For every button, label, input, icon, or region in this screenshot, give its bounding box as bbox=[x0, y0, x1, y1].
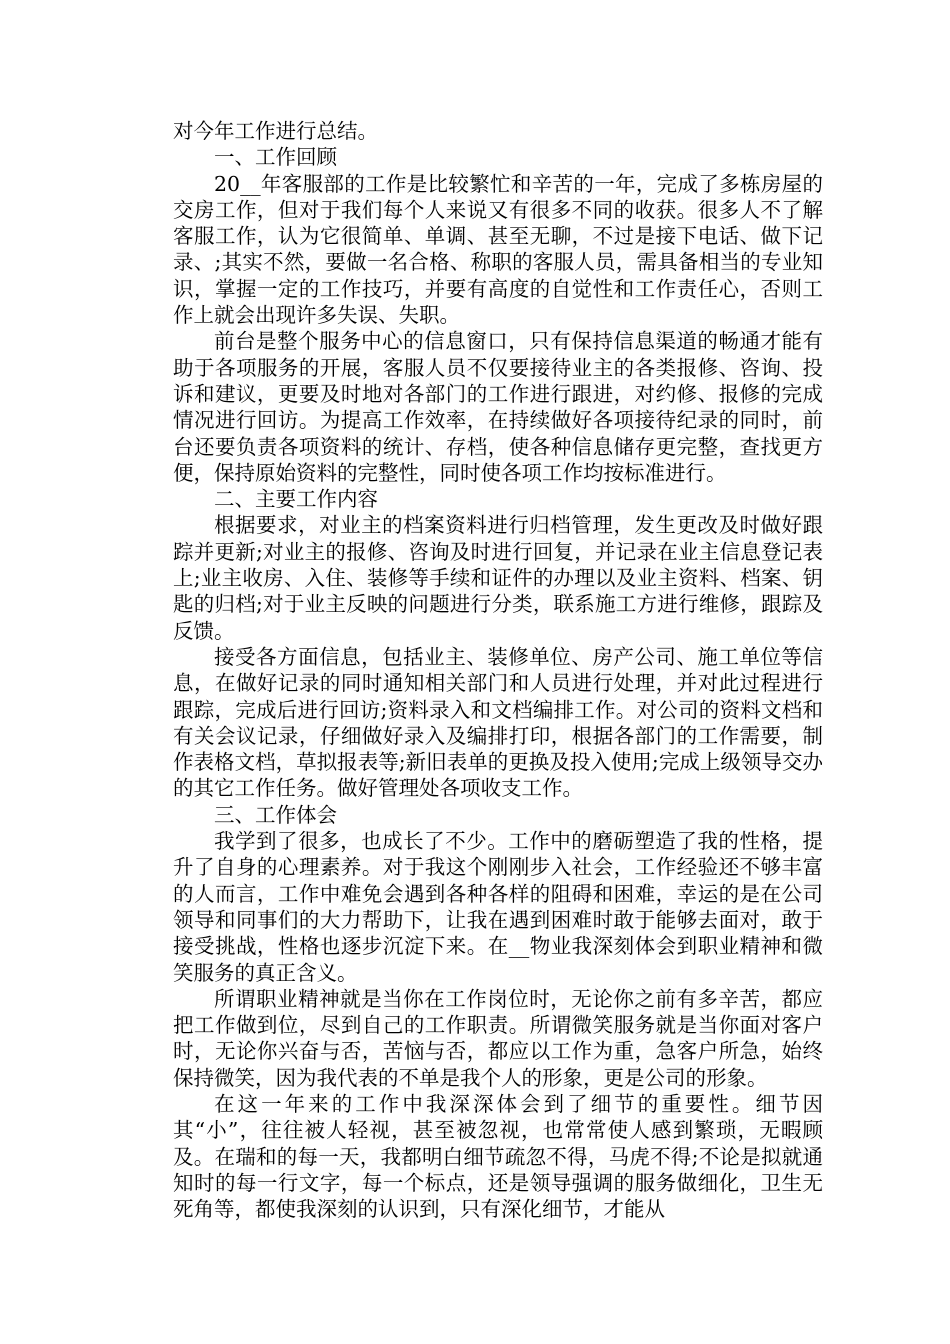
body-paragraph: 接受各方面信息，包括业主、装修单位、房产公司、施工单位等信息，在做好记录的同时通知相关部门和人员进行处理，并对此过程进行跟踪，完成后进行回访;资料录入和文档编排工作。对公司的资料文档和有关会议记录，仔细做好录入及编排打印，根据各部门的工作需要，制作表格文档，草拟报表等;新旧表单的更换及投入使用;完成上级领导交办的其它工作任务。做好管理处各项收支工作。 bbox=[173, 644, 823, 801]
body-paragraph: 前台是整个服务中心的信息窗口，只有保持信息渠道的畅通才能有助于各项服务的开展，客服人员不仅要接待业主的各类报修、咨询、投诉和建议，更要及时地对各部门的工作进行跟进，对约修、报修的完成情况进行回访。为提高工作效率，在持续做好各项接待纪录的同时，前台还要负责各项资料的统计、存档，使各种信息储存更完整，查找更方便，保持原始资料的完整性，同时使各项工作均按标准进行。 bbox=[173, 329, 823, 485]
body-paragraph: 20__年客服部的工作是比较繁忙和辛苦的一年，完成了多栋房屋的交房工作，但对于我们每个人来说又有很多不同的收获。很多人不了解客服工作，认为它很简单、单调、甚至无聊，不过是接下电话、做下记录、;其实不然，要做一名合格、称职的客服人员，需具备相当的专业知识，掌握一定的工作技巧，并要有高度的自觉性和工作责任心，否则工作上就会出现许多失误、失职。 bbox=[173, 171, 823, 328]
body-paragraph: 根据要求，对业主的档案资料进行归档管理，发生更改及时做好跟踪并更新;对业主的报修、咨询及时进行回复，并记录在业主信息登记表上;业主收房、入住、装修等手续和证件的办理以及业主资料、档案、钥匙的归档;对于业主反映的问题进行分类，联系施工方进行维修，跟踪及反馈。 bbox=[173, 513, 823, 643]
section-heading-main-work: 二、主要工作内容 bbox=[214, 487, 378, 512]
section-heading-experience: 三、工作体会 bbox=[214, 802, 337, 827]
body-paragraph: 在这一年来的工作中我深深体会到了细节的重要性。细节因其“小”，往往被人轻视，甚至被忽视，也常常使人感到繁琐，无暇顾及。在瑞和的每一天，我都明白细节疏忽不得，马虎不得;不论是拟就通知时的每一行文字，每一个标点，还是领导强调的服务做细化，卫生无死角等，都使我深刻的认识到，只有深化细节，才能从 bbox=[173, 1091, 823, 1222]
document-page bbox=[173, 118, 823, 1222]
body-paragraph: 我学到了很多，也成长了不少。工作中的磨砺塑造了我的性格，提升了自身的心理素养。对于我这个刚刚步入社会，工作经验还不够丰富的人而言，工作中难免会遇到各种各样的阻碍和困难，幸运的是在公司领导和同事们的大力帮助下，让我在遇到困难时敢于能够去面对，敢于接受挑战，性格也逐步沉淀下来。在__物业我深刻体会到职业精神和微笑服务的真正含义。 bbox=[173, 829, 823, 985]
section-heading-review: 一、工作回顾 bbox=[214, 145, 337, 170]
body-paragraph: 所谓职业精神就是当你在工作岗位时，无论你之前有多辛苦，都应把工作做到位，尽到自己的工作职责。所谓微笑服务就是当你面对客户时，无论你兴奋与否，苦恼与否，都应以工作为重，急客户所急，始终保持微笑，因为我代表的不单是我个人的形象，更是公司的形象。 bbox=[173, 986, 823, 1090]
intro-paragraph: 对今年工作进行总结。 bbox=[173, 119, 378, 143]
